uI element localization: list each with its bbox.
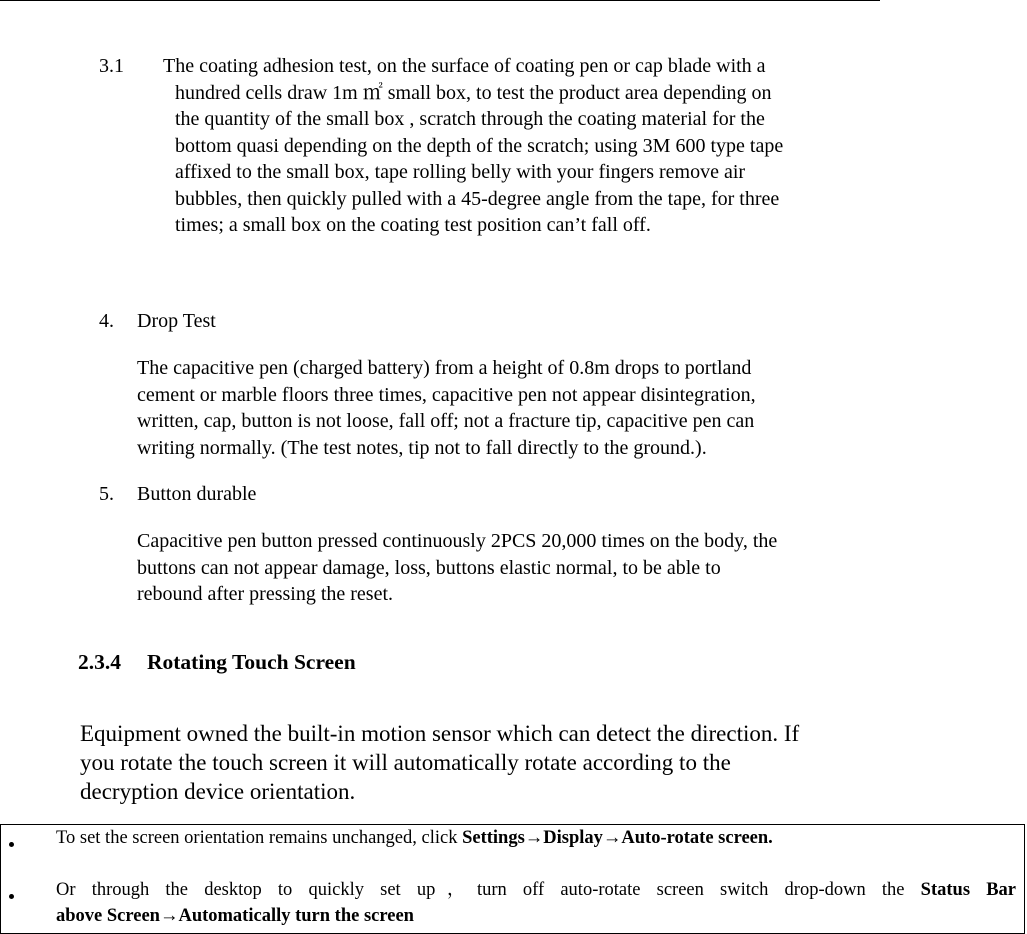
section-3-1-line: affixed to the small box, tape rolling belly with your fingers remove air <box>175 161 746 183</box>
section-2-3-4-line: decryption device orientation. <box>80 779 356 804</box>
top-rule <box>0 0 880 1</box>
section-2-3-4-title: Rotating Touch Screen <box>147 650 356 674</box>
item-4-body <box>137 355 897 461</box>
section-3-1-line: times; a small box on the coating test position can’t fall off. <box>175 214 651 236</box>
item-4-line: The capacitive pen (charged battery) from a height of 0.8m drops to portland <box>137 357 752 379</box>
bullet-dot-icon <box>9 842 14 847</box>
section-3-1-line: bottom quasi depending on the depth of the scratch; using 3M 600 type tape <box>175 134 784 157</box>
bullet-1-path: Settings→Display→Auto-rotate screen. <box>462 828 773 848</box>
section-3-1-line: bubbles, then quickly pulled with a 45-degree angle from the tape, for three <box>175 187 780 210</box>
section-2-3-4-line: you rotate the touch screen it will automatically rotate according to the <box>80 750 731 775</box>
item-5-line: buttons can not appear damage, loss, buttons elastic normal, to be able to <box>137 556 721 579</box>
item-4-line: written, cap, button is not loose, fall off; not a fracture tip, capacitive pen can <box>137 410 755 432</box>
bullet-2-line-2 <box>56 903 1016 929</box>
section-3-1 <box>99 53 879 239</box>
bullet-box <box>0 824 1025 934</box>
bullet-2-line-1 <box>56 877 1016 903</box>
item-5-line: rebound after pressing the reset. <box>137 583 394 605</box>
bullet-1-text: To set the screen orientation remains unchanged, click <box>56 828 463 848</box>
section-3-1-line: the quantity of the small box , scratch through the coating material for the <box>175 108 765 130</box>
item-4-title: Drop Test <box>137 310 216 332</box>
item-5-body <box>137 528 897 608</box>
section-3-1-line: hundred cells draw 1m ㎡ small box, to test the product area depending on <box>175 81 772 104</box>
item-5-line: Capacitive pen button pressed continuously 2PCS 20,000 times on the body, the <box>137 530 778 552</box>
section-3-1-number: 3.1 <box>99 55 124 77</box>
bullet-2-path: above Screen→Automatically turn the screen <box>56 906 414 926</box>
item-4-line: cement or marble floors three times, capacitive pen not appear disintegration, <box>137 383 756 406</box>
bullet-2-status-bar: Status Bar <box>920 880 1016 900</box>
item-5-title: Button durable <box>137 483 257 505</box>
bullet-1 <box>56 825 1016 851</box>
section-3-1-line-1: The coating adhesion test, on the surface of coating pen or cap blade with a <box>163 55 766 77</box>
section-2-3-4-line: Equipment owned the built-in motion sensor which can detect the direction. If <box>80 721 800 746</box>
section-2-3-4-body <box>80 719 880 806</box>
bullet-2-text: Or through the desktop to quickly set up，turn off auto-rotate screen switch drop-down the <box>56 880 921 900</box>
bullet-dot-icon <box>9 894 14 899</box>
item-4-number: 4. <box>99 310 114 332</box>
item-4-line: writing normally. (The test notes, tip not to fall directly to the ground.). <box>137 436 707 459</box>
item-5-number: 5. <box>99 483 114 505</box>
bullet-2 <box>56 877 1016 929</box>
section-2-3-4-number: 2.3.4 <box>78 650 121 674</box>
